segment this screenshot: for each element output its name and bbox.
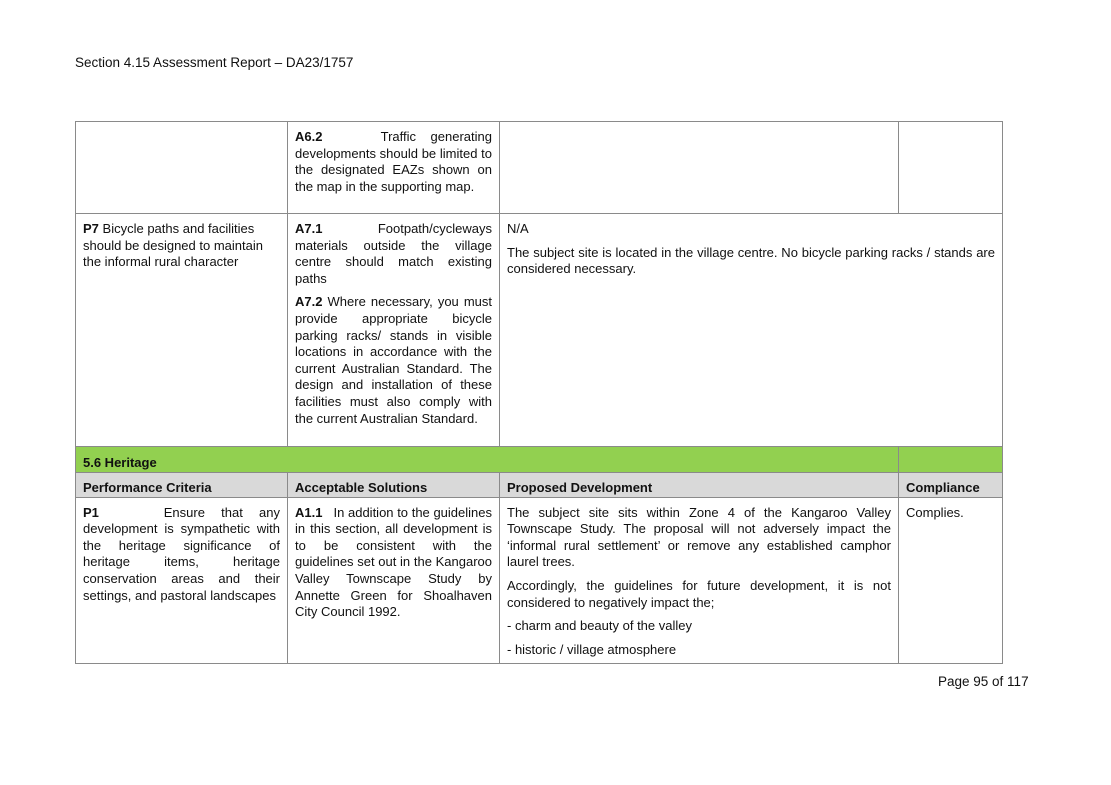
proposed-cell-p7 [500, 214, 1003, 447]
proposed-na: N/A [507, 221, 529, 236]
compliance-cell-empty [899, 122, 1003, 214]
proposed-cell-heritage [500, 497, 899, 663]
criteria-cell-p1 [76, 497, 288, 663]
a6-2-code: A6.2 [295, 129, 323, 144]
a1-1-text: In addition to the guidelines in this section, all development is to be consistent with the guidelines set out in the Kangaroo Valley Townscape Study by Annette Green for Shoalhaven City Council 1992. [295, 504, 492, 620]
p1-text: Ensure that any development is sympathetic with the heritage significance of heritage items, heritage conservation areas and their settings, and pastoral landscapes [83, 504, 280, 603]
solution-cell-a1-1 [288, 497, 500, 663]
proposed-heritage-bullet-1: - charm and beauty of the valley [507, 618, 692, 634]
criteria-cell-empty [76, 122, 288, 214]
report-header: Section 4.15 Assessment Report – DA23/1757 [75, 55, 354, 70]
a7-2-code: A7.2 [295, 294, 323, 310]
section-title-blank [899, 447, 1003, 473]
a7-2-text: Where necessary, you must provide appropriate bicycle parking racks/ stands in visible locations in accordance with the current Australian Standard. The design and installation of these facilities must also comply with the current Australian Standard. [295, 294, 492, 426]
column-header-row [76, 472, 1003, 497]
page-number: Page 95 of 117 [938, 674, 1029, 689]
proposed-heritage-p1: The subject site sits within Zone 4 of the Kangaroo Valley Townscape Study. The proposal will not adversely impact the ‘informal rural settlement’ or remove any established camphor laurel trees. [507, 504, 891, 570]
criteria-cell-p7 [76, 214, 288, 447]
a7-1-code: A7.1 [295, 221, 323, 236]
a6-2-text: Traffic generating developments should be limited to the designated EAZs shown on the map in the supporting map. [295, 129, 492, 194]
table-row [76, 122, 1003, 214]
proposed-cell-empty [500, 122, 899, 214]
compliance-status: Complies. [906, 504, 964, 520]
assessment-table [75, 121, 1003, 664]
proposed-heritage-p2: Accordingly, the guidelines for future development, it is not considered to negatively impact the; [507, 577, 891, 610]
col-header-proposed: Proposed Development [500, 472, 899, 497]
table-row [76, 497, 1003, 663]
col-header-solutions: Acceptable Solutions [288, 472, 500, 497]
proposed-p7-text: The subject site is located in the village centre. No bicycle parking racks / stands are considered necessary. [507, 244, 995, 277]
section-title: 5.6 Heritage [76, 447, 899, 473]
col-header-criteria: Performance Criteria [76, 472, 288, 497]
col-header-compliance: Compliance [899, 472, 1003, 497]
p7-code: P7 [83, 221, 99, 236]
solution-cell-a7 [288, 214, 500, 447]
a1-1-code: A1.1 [295, 504, 323, 520]
section-row [76, 447, 1003, 473]
proposed-heritage-bullet-2: - historic / village atmosphere [507, 641, 677, 657]
compliance-cell-heritage [899, 497, 1003, 663]
p7-text: Bicycle paths and facilities should be designed to maintain the informal rural character [83, 221, 263, 270]
p1-code: P1 [83, 504, 99, 520]
a7-1-text: Footpath/cycleways materials outside the village centre should match existing paths [295, 221, 492, 286]
table-row [76, 214, 1003, 447]
solution-cell-a6-2 [288, 122, 500, 214]
